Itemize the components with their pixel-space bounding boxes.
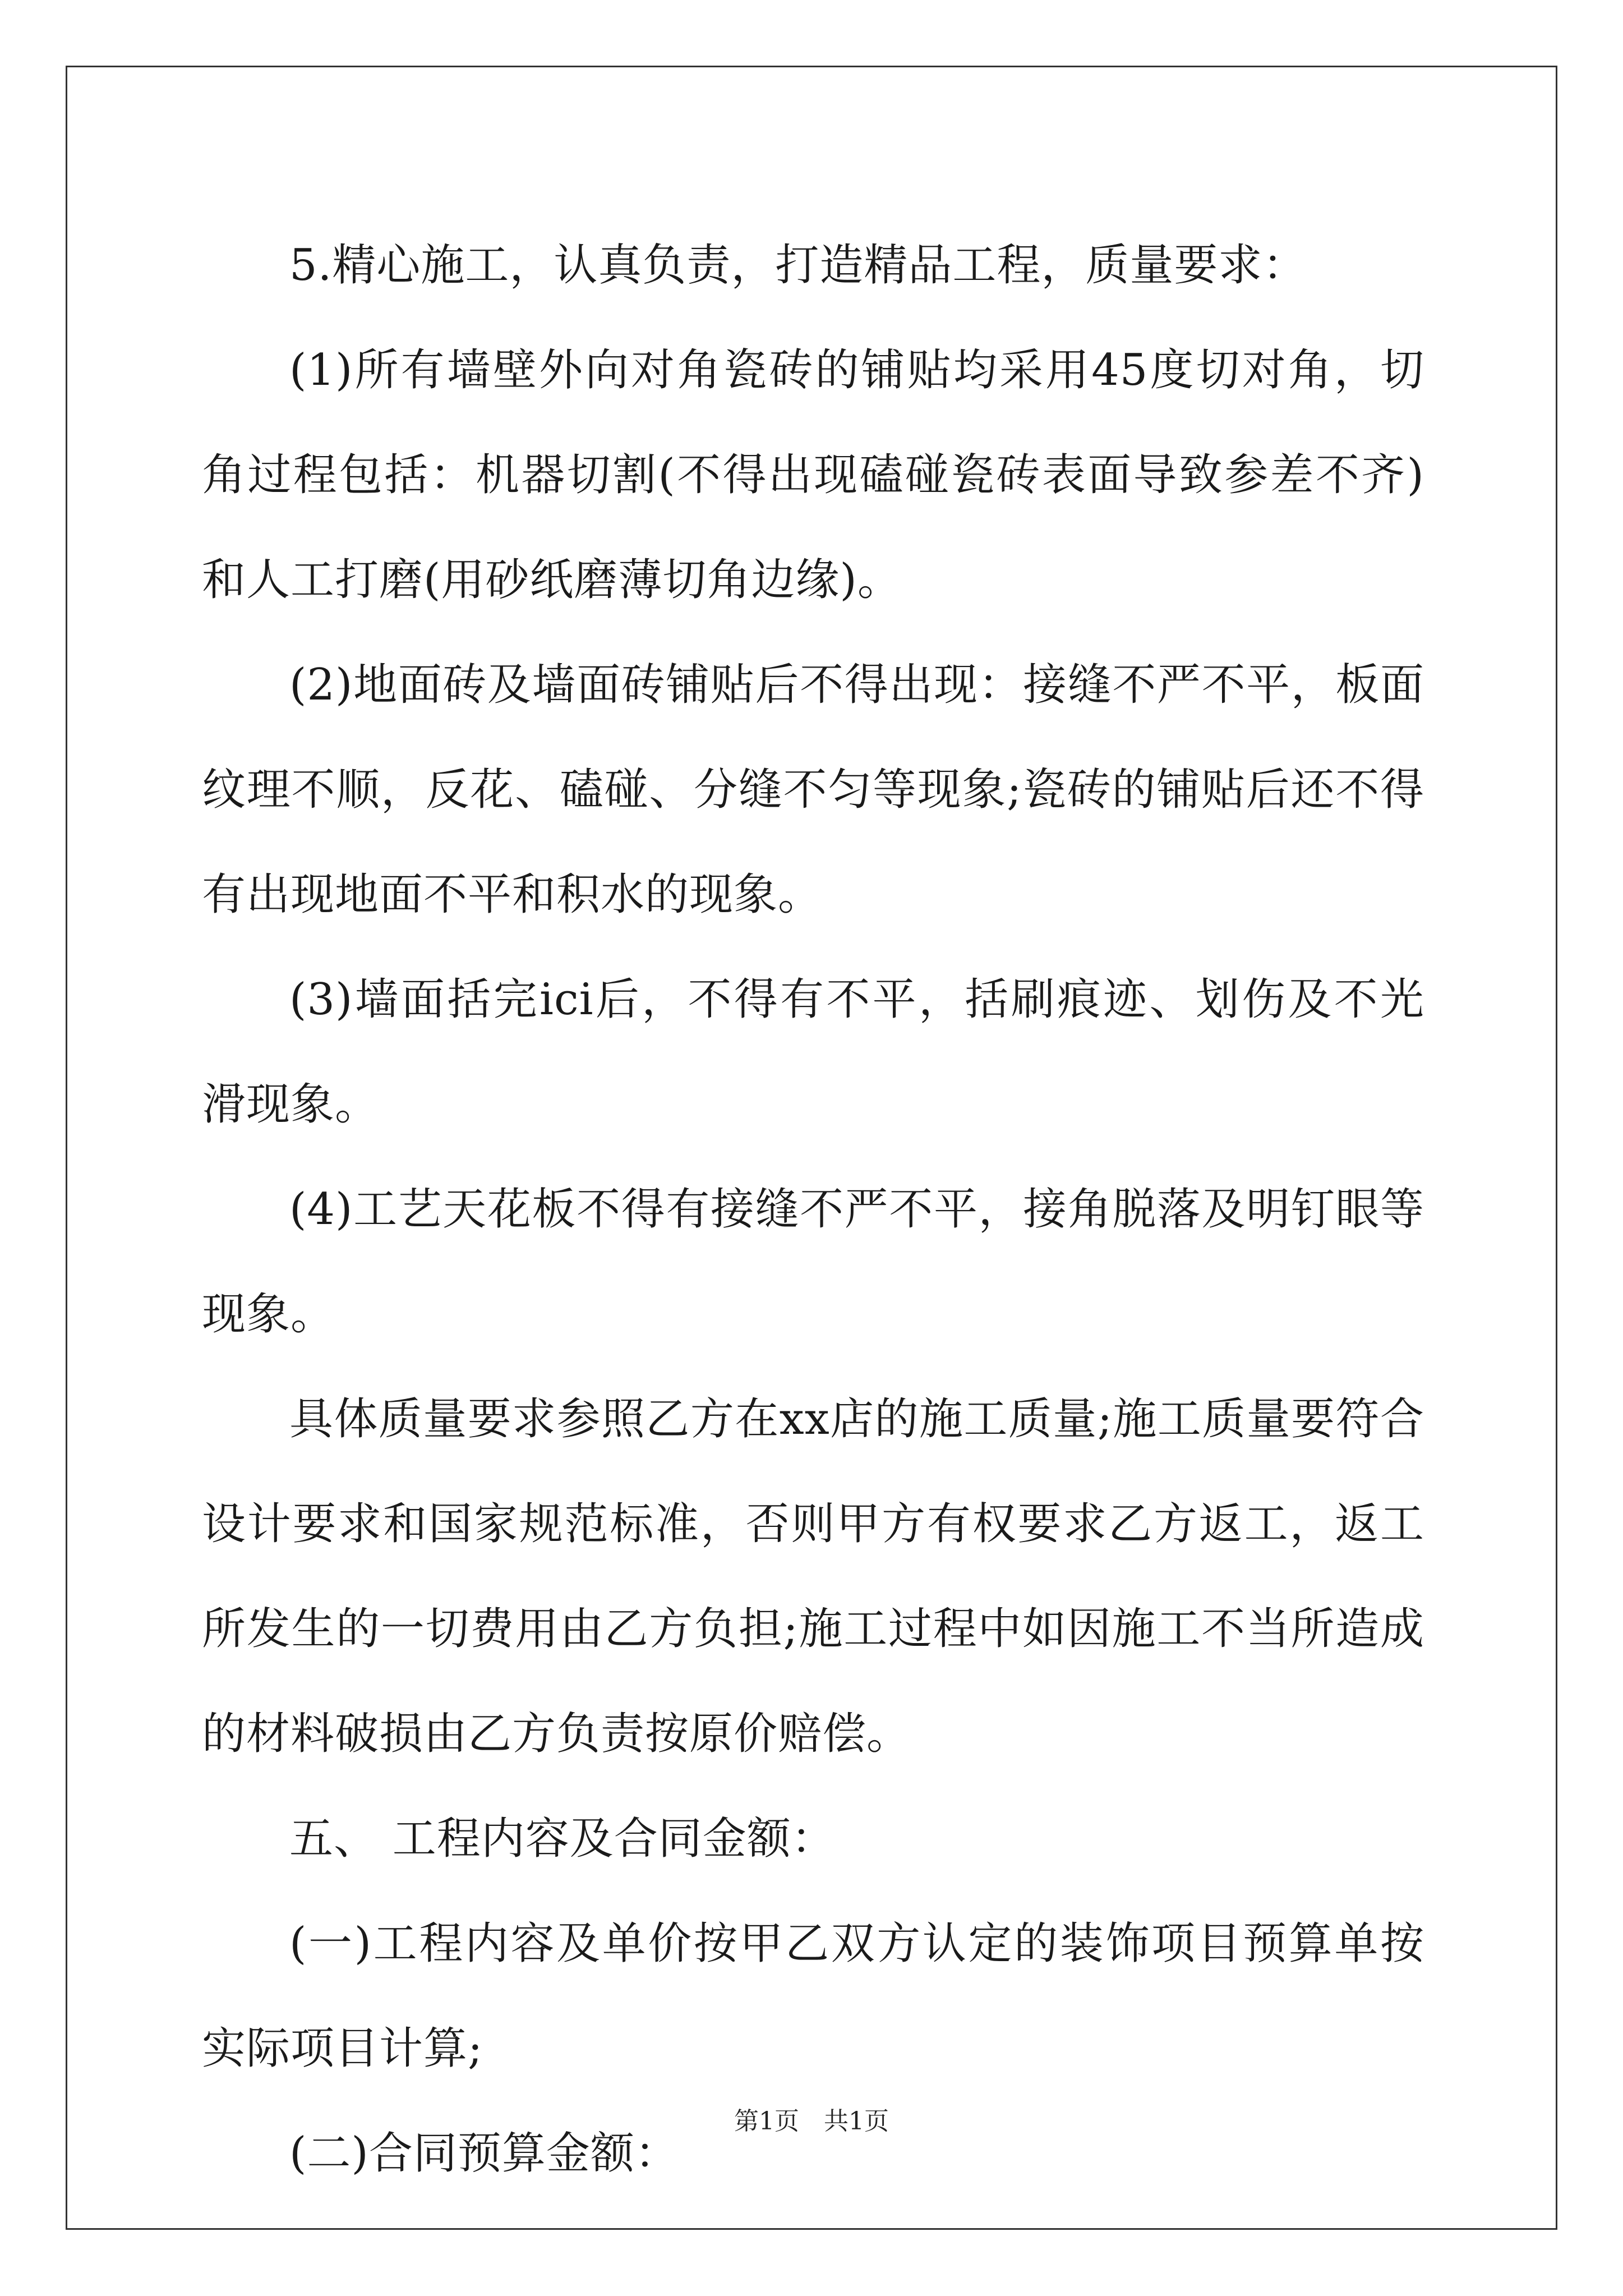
paragraph-item-3: (3)墙面括完ici后，不得有不平，括刷痕迹、划伤及不光滑现象。 — [202, 974, 1424, 1130]
document-body — [202, 213, 1424, 2206]
page-total: 共1页 — [824, 2107, 889, 2136]
section-heading-five: 五、 工程内容及合同金额： — [289, 1814, 836, 1864]
paragraph-quality-heading: 5.精心施工，认真负责，打造精品工程，质量要求： — [289, 240, 1307, 291]
paragraph-item-2: (2)地面砖及墙面砖铺贴后不得出现：接缝不严不平，板面纹理不顺，反花、磕碰、分缝不匀等现象;瓷砖的铺贴后还不得有出现地面不平和积水的现象。 — [202, 660, 1424, 920]
paragraph-quality-details: 具体质量要求参照乙方在xx店的施工质量;施工质量要符合设计要求和国家规范标准，否则甲方有权要求乙方返工，返工所发生的一切费用由乙方负担;施工过程中如因施工不当所造成的材料破损由乙方负责按原价赔偿。 — [202, 1394, 1424, 1759]
page-footer — [0, 2101, 1623, 2137]
paragraph-sub-two: (二)合同预算金额： — [289, 2128, 679, 2179]
paragraph-item-4: (4)工艺天花板不得有接缝不严不平，接角脱落及明钉眼等现象。 — [202, 1184, 1424, 1340]
paragraph-sub-one: (一)工程内容及单价按甲乙双方认定的装饰项目预算单按实际项目计算; — [202, 1918, 1424, 2074]
paragraph-item-1: (1)所有墙壁外向对角瓷砖的铺贴均采用45度切对角，切角过程包括：机器切割(不得出现磕碰瓷砖表面导致参差不齐)和人工打磨(用砂纸磨薄切角边缘)。 — [202, 345, 1424, 605]
page-number: 第1页 — [734, 2107, 799, 2136]
